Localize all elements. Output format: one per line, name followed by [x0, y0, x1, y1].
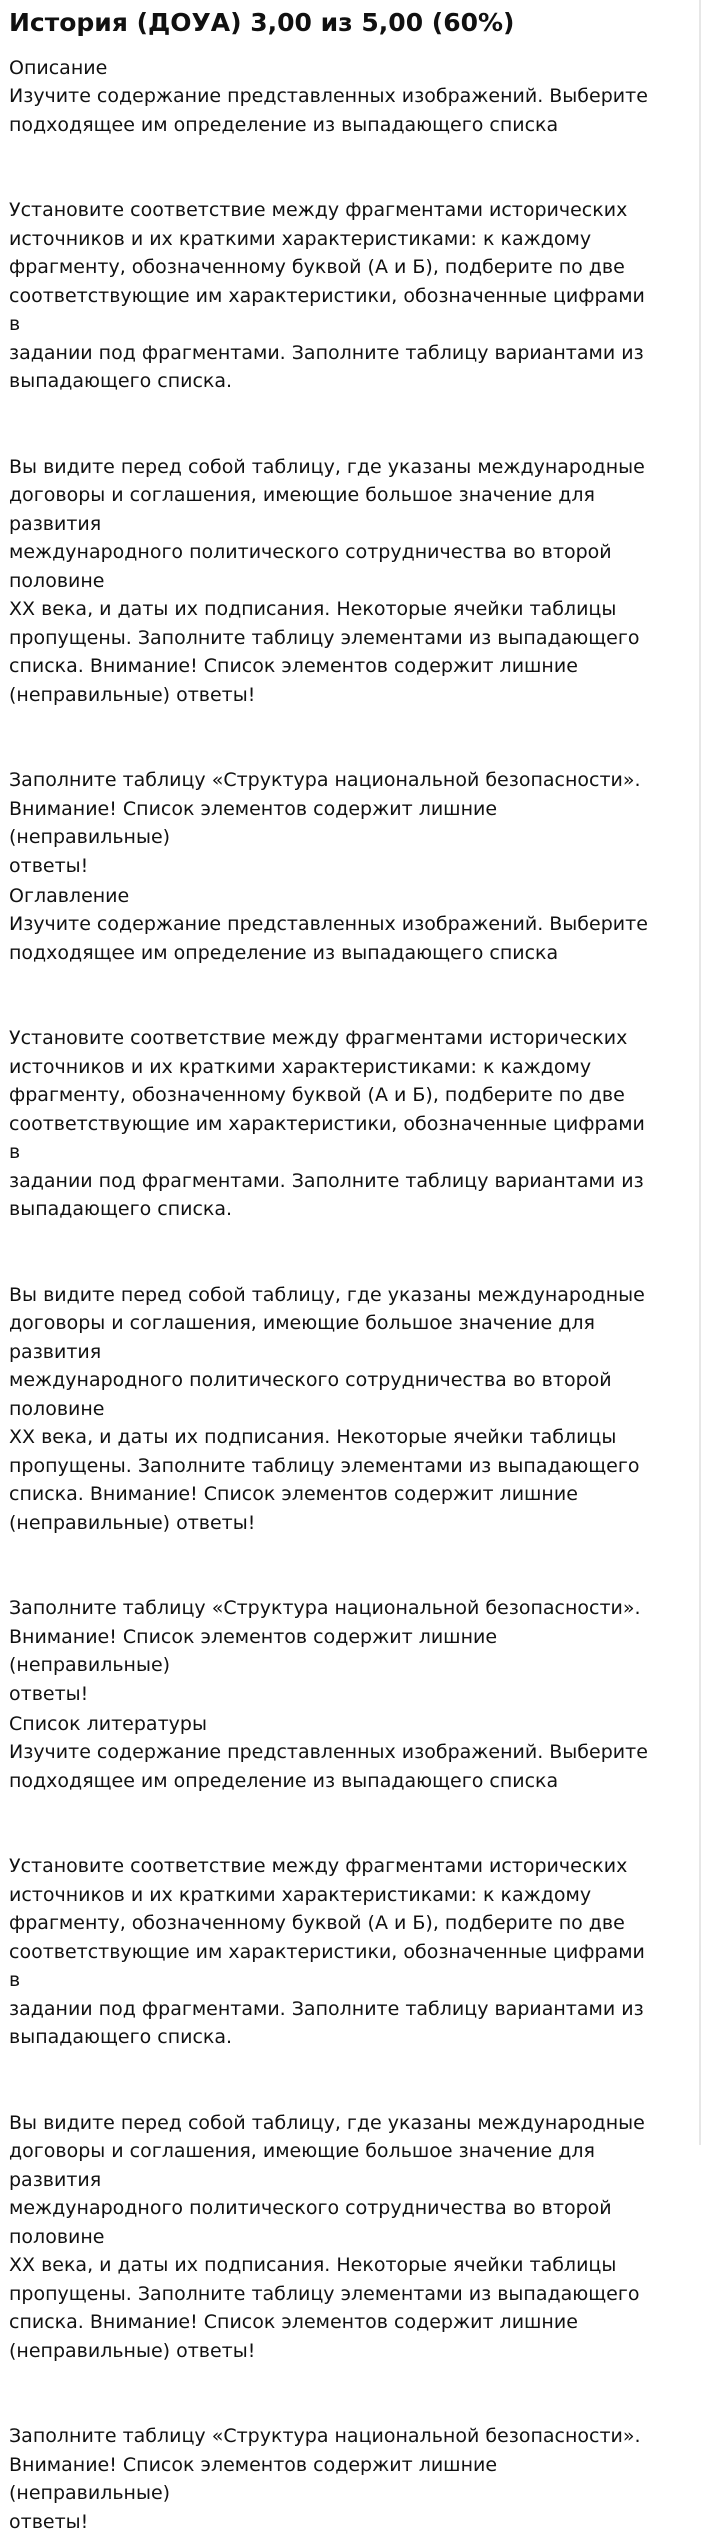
- section-heading-description: Описание: [9, 57, 108, 79]
- paragraph-gap: [9, 709, 701, 766]
- section-heading-table-of-contents: Оглавление: [9, 885, 130, 907]
- contents-paragraph-3: Вы видите перед собой таблицу, где указаны международные договоры и соглашения, имеющие большое значение для развития международного политического сотрудничества во второй половине XX века, и даты их подписания. Некоторые ячейки таблицы пропущены. Заполните таблицу элементами из выпадающего списка. Внимание! Список элементов содержит лишние (неправильные) ответы!: [9, 1283, 645, 1534]
- paragraph-gap: [9, 2052, 701, 2109]
- bibliography-paragraph-3: Вы видите перед собой таблицу, где указаны международные договоры и соглашения, имеющие большое значение для развития международного политического сотрудничества во второй половине XX века, и даты их подписания. Некоторые ячейки таблицы пропущены. Заполните таблицу элементами из выпадающего списка. Внимание! Список элементов содержит лишние (неправильные) ответы!: [9, 2111, 645, 2362]
- bibliography-paragraph-1: Изучите содержание представленных изображений. Выберите подходящее им определение из выпадающего списка: [9, 1741, 648, 1792]
- section-table-of-contents: [9, 882, 701, 1708]
- paragraph-gap: [9, 1795, 701, 1852]
- paragraph-gap: [9, 2365, 701, 2422]
- paragraph-gap: [9, 1537, 701, 1594]
- paragraph-gap: [9, 1224, 701, 1281]
- section-description: [9, 54, 701, 880]
- contents-paragraph-1: Изучите содержание представленных изображений. Выберите подходящее им определение из выпадающего списка: [9, 913, 648, 964]
- description-paragraph-3: Вы видите перед собой таблицу, где указаны международные договоры и соглашения, имеющие большое значение для развития международного политического сотрудничества во второй половине XX века, и даты их подписания. Некоторые ячейки таблицы пропущены. Заполните таблицу элементами из выпадающего списка. Внимание! Список элементов содержит лишние (неправильные) ответы!: [9, 455, 645, 706]
- description-paragraph-2: Установите соответствие между фрагментами исторических источников и их краткими характеристиками: к каждому фрагменту, обозначенному буквой (А и Б), подберите по две соответствующие им характеристики, обозначенные цифрами в задании под фрагментами. Заполните таблицу вариантами из выпадающего списка.: [9, 199, 645, 392]
- description-paragraph-1: Изучите содержание представленных изображений. Выберите подходящее им определение из выпадающего списка: [9, 85, 648, 136]
- contents-paragraph-4: Заполните таблицу «Структура национальной безопасности». Внимание! Список элементов содержит лишние (неправильные) ответы!: [9, 1597, 641, 1705]
- bibliography-paragraph-4: Заполните таблицу «Структура национальной безопасности». Внимание! Список элементов содержит лишние (неправильные) ответы!: [9, 2425, 641, 2533]
- section-bibliography: [9, 1710, 701, 2536]
- page-title: История (ДОУА) 3,00 из 5,00 (60%): [9, 8, 515, 37]
- contents-paragraph-2: Установите соответствие между фрагментами исторических источников и их краткими характеристиками: к каждому фрагменту, обозначенному буквой (А и Б), подберите по две соответствующие им характеристики, обозначенные цифрами в задании под фрагментами. Заполните таблицу вариантами из выпадающего списка.: [9, 1027, 645, 1220]
- description-paragraph-4: Заполните таблицу «Структура национальной безопасности». Внимание! Список элементов содержит лишние (неправильные) ответы!: [9, 769, 641, 877]
- paragraph-gap: [9, 396, 701, 453]
- section-heading-bibliography: Список литературы: [9, 1713, 207, 1735]
- paragraph-gap: [9, 139, 701, 196]
- paragraph-gap: [9, 967, 701, 1024]
- bibliography-paragraph-2: Установите соответствие между фрагментами исторических источников и их краткими характеристиками: к каждому фрагменту, обозначенному буквой (А и Б), подберите по две соответствующие им характеристики, обозначенные цифрами в задании под фрагментами. Заполните таблицу вариантами из выпадающего списка.: [9, 1855, 645, 2048]
